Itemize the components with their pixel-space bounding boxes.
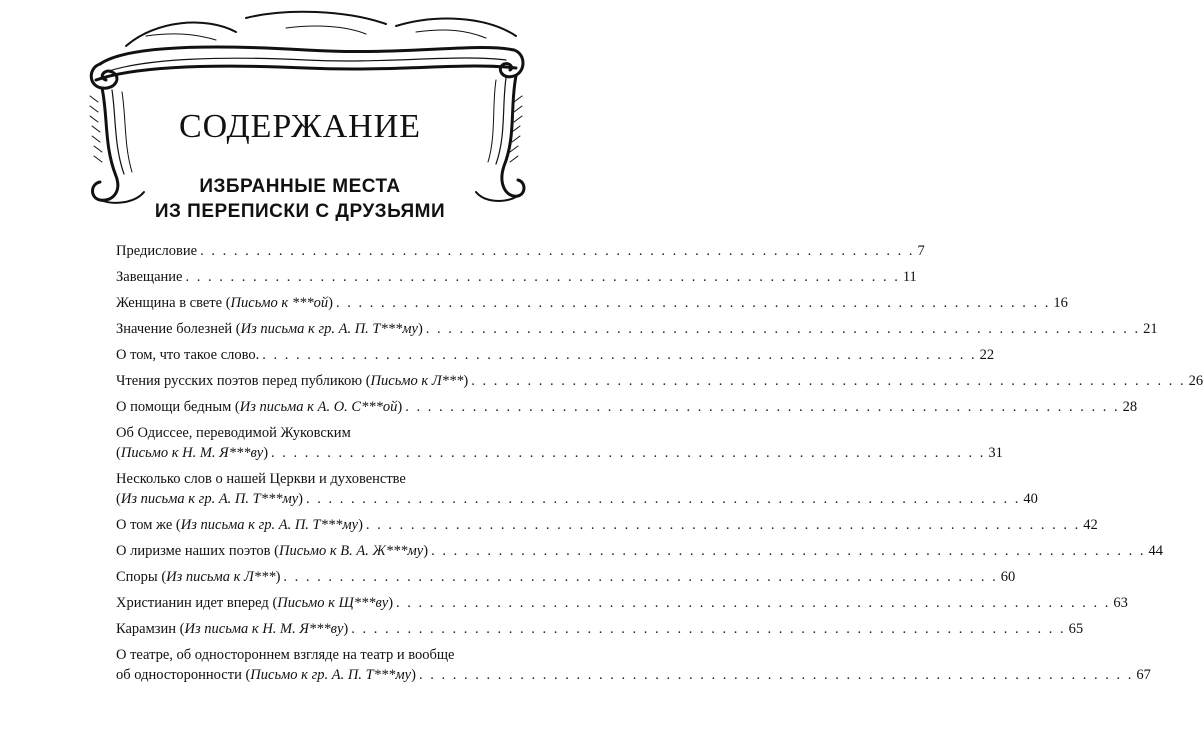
entry-page-number: 44	[1148, 543, 1163, 559]
leader-dots: . . . . . . . . . . . . . . . . . . . . . . . . . . . . . . . . . . . . . . . . . . . . . . . . . . . . . . . . . . . . . . . .	[351, 621, 1066, 637]
entry-page-number: 16	[1053, 295, 1068, 311]
entry-note: Письмо к ***ой	[230, 295, 329, 311]
entry-page-number: 67	[1136, 667, 1151, 683]
leader-dots: . . . . . . . . . . . . . . . . . . . . . . . . . . . . . . . . . . . . . . . . . . . . . . . . . . . . . . . . . . . . . . . .	[471, 373, 1186, 389]
toc-entry[interactable]	[116, 267, 917, 287]
toc-entry[interactable]: О лиризме наших поэтов (Письмо к В. А. Ж***му) . . . . . . . . . . . . . . . . . . . . . . . . . . . . . . . . . . . . . . . . . . . . . . . . . . . . . . . . . . . . . . . . 44	[116, 543, 1163, 559]
entry-title: Об Одиссее, переводимой Жуковским	[116, 425, 351, 441]
toc-entry[interactable]	[116, 345, 995, 365]
entry-title: О том, что такое слово.	[116, 347, 260, 363]
entry-note: Письмо к гр. А. П. Т***му	[250, 667, 412, 683]
entry-page-number: 7	[917, 243, 925, 259]
section-title-line-1: ИЗБРАННЫЕ МЕСТА	[199, 176, 401, 197]
entry-page-number: 22	[979, 347, 995, 363]
entry-title-continued: об односторонности	[116, 667, 242, 683]
entry-title: Женщина в свете	[116, 295, 223, 311]
entry-title: Карамзин	[116, 621, 177, 637]
entry-page-number: 11	[902, 269, 917, 285]
leader-dots: . . . . . . . . . . . . . . . . . . . . . . . . . . . . . . . . . . . . . . . . . . . . . . . . . . . . . . . . . . . . . . . .	[262, 347, 977, 363]
entry-note: Из письма к гр. А. П. Т***му	[180, 517, 359, 533]
entry-page-number: 60	[1000, 569, 1016, 585]
entry-title: Споры	[116, 569, 158, 585]
entry-note: Из письма к гр. А. П. Т***му	[120, 491, 299, 507]
toc-entry[interactable]: О том же (Из письма к гр. А. П. Т***му) . . . . . . . . . . . . . . . . . . . . . . . . . . . . . . . . . . . . . . . . . . . . . . . . . . . . . . . . . . . . . . . . 42	[116, 517, 1098, 533]
entry-note: Письмо к Щ***ву	[277, 595, 389, 611]
leader-dots: . . . . . . . . . . . . . . . . . . . . . . . . . . . . . . . . . . . . . . . . . . . . . . . . . . . . . . . . . . . . . . . .	[418, 667, 1134, 683]
entry-page-number: 28	[1122, 399, 1138, 415]
entry-page-number: 26	[1188, 373, 1203, 389]
entry-page-number: 63	[1113, 595, 1128, 611]
leader-dots: . . . . . . . . . . . . . . . . . . . . . . . . . . . . . . . . . . . . . . . . . . . . . . . . . . . . . . . . . . . . . . . .	[271, 445, 986, 461]
leader-dots: . . . . . . . . . . . . . . . . . . . . . . . . . . . . . . . . . . . . . . . . . . . . . . . . . . . . . . . . . . . . . . . .	[283, 569, 998, 585]
entry-note: Письмо к Н. М. Я***ву	[120, 445, 264, 461]
leader-dots: . . . . . . . . . . . . . . . . . . . . . . . . . . . . . . . . . . . . . . . . . . . . . . . . . . . . . . . . . . . . . . . .	[425, 321, 1141, 337]
leader-dots: . . . . . . . . . . . . . . . . . . . . . . . . . . . . . . . . . . . . . . . . . . . . . . . . . . . . . . . . . . . . . . . .	[200, 243, 915, 259]
entry-title: Значение болезней	[116, 321, 233, 337]
toc-entry[interactable]: Христианин идет вперед (Письмо к Щ***ву) . . . . . . . . . . . . . . . . . . . . . . . . . . . . . . . . . . . . . . . . . . . . . . . . . . . . . . . . . . . . . . . . 63	[116, 595, 1128, 611]
toc-entry[interactable]: Карамзин (Из письма к Н. М. Я***ву) . . . . . . . . . . . . . . . . . . . . . . . . . . . . . . . . . . . . . . . . . . . . . . . . . . . . . . . . . . . . . . . . 65	[116, 621, 1084, 637]
entry-title: Завещание	[116, 269, 183, 285]
leader-dots: . . . . . . . . . . . . . . . . . . . . . . . . . . . . . . . . . . . . . . . . . . . . . . . . . . . . . . . . . . . . . . . .	[431, 543, 1146, 559]
leader-dots: . . . . . . . . . . . . . . . . . . . . . . . . . . . . . . . . . . . . . . . . . . . . . . . . . . . . . . . . . . . . . . . .	[306, 491, 1021, 507]
entry-title: О том же	[116, 517, 173, 533]
toc-entry[interactable]: Значение болезней (Из письма к гр. А. П. Т***му) . . . . . . . . . . . . . . . . . . . . . . . . . . . . . . . . . . . . . . . . . . . . . . . . . . . . . . . . . . . . . . . . 21	[116, 321, 1158, 337]
leader-dots: . . . . . . . . . . . . . . . . . . . . . . . . . . . . . . . . . . . . . . . . . . . . . . . . . . . . . . . . . . . . . . . .	[365, 517, 1081, 533]
section-title-line-2: ИЗ ПЕРЕПИСКИ С ДРУЗЬЯМИ	[154, 201, 446, 222]
entry-page-number: 65	[1068, 621, 1084, 637]
page-title: СОДЕРЖАНИЕ	[178, 108, 422, 145]
entry-title: Предисловие	[116, 243, 198, 259]
toc-entry[interactable]: Споры (Из письма к Л***) . . . . . . . . . . . . . . . . . . . . . . . . . . . . . . . . . . . . . . . . . . . . . . . . . . . . . . . . . . . . . . . . 60	[116, 569, 1016, 585]
entry-note: Из письма к Л***	[166, 569, 276, 585]
toc-entry[interactable]: Несколько слов о нашей Церкви и духовенстве (Из письма к гр. А. П. Т***му) . . . . . . . . . . . . . . . . . . . . . . . . . . . . . . . . . . . . . . . . . . . . . . . . . . . . . . . . . . . . . . . . 40	[116, 471, 1038, 507]
entry-note: Из письма к А. О. С***ой	[239, 399, 398, 415]
entry-note: Из письма к Н. М. Я***ву	[184, 621, 344, 637]
entry-note: Письмо к Л***	[370, 373, 464, 389]
table-of-contents	[116, 241, 1203, 685]
leader-dots: . . . . . . . . . . . . . . . . . . . . . . . . . . . . . . . . . . . . . . . . . . . . . . . . . . . . . . . . . . . . . . . .	[185, 269, 900, 285]
toc-entry[interactable]: О театре, об одностороннем взгляде на театр и вообще об односторонности (Письмо к гр. А. П. Т***му) . . . . . . . . . . . . . . . . . . . . . . . . . . . . . . . . . . . . . . . . . . . . . . . . . . . . . . . . . . . . . . . . 67	[116, 647, 1151, 683]
leader-dots: . . . . . . . . . . . . . . . . . . . . . . . . . . . . . . . . . . . . . . . . . . . . . . . . . . . . . . . . . . . . . . . .	[396, 595, 1111, 611]
toc-entry[interactable]: О помощи бедным (Из письма к А. О. С***ой) . . . . . . . . . . . . . . . . . . . . . . . . . . . . . . . . . . . . . . . . . . . . . . . . . . . . . . . . . . . . . . . . 28	[116, 399, 1138, 415]
entry-title: Христианин идет вперед	[116, 595, 269, 611]
entry-title: О лиризме наших поэтов	[116, 543, 271, 559]
entry-title: О театре, об одностороннем взгляде на театр и вообще	[116, 647, 455, 663]
entry-page-number: 40	[1023, 491, 1038, 507]
leader-dots: . . . . . . . . . . . . . . . . . . . . . . . . . . . . . . . . . . . . . . . . . . . . . . . . . . . . . . . . . . . . . . . .	[335, 295, 1051, 311]
entry-title: О помощи бедным	[116, 399, 232, 415]
toc-entry[interactable]	[116, 241, 925, 261]
toc-entry[interactable]: Чтения русских поэтов перед публикою (Письмо к Л***) . . . . . . . . . . . . . . . . . . . . . . . . . . . . . . . . . . . . . . . . . . . . . . . . . . . . . . . . . . . . . . . . 26	[116, 373, 1203, 389]
entry-page-number: 42	[1083, 517, 1098, 533]
entry-page-number: 31	[988, 445, 1003, 461]
entry-note: Из письма к гр. А. П. Т***му	[240, 321, 418, 337]
toc-entry[interactable]: Женщина в свете (Письмо к ***ой) . . . . . . . . . . . . . . . . . . . . . . . . . . . . . . . . . . . . . . . . . . . . . . . . . . . . . . . . . . . . . . . . 16	[116, 295, 1068, 311]
entry-page-number: 21	[1143, 321, 1158, 337]
toc-entry[interactable]: Об Одиссее, переводимой Жуковским (Письмо к Н. М. Я***ву) . . . . . . . . . . . . . . . . . . . . . . . . . . . . . . . . . . . . . . . . . . . . . . . . . . . . . . . . . . . . . . . . 31	[116, 425, 1003, 461]
entry-title: Чтения русских поэтов перед публикою	[116, 373, 363, 389]
entry-title: Несколько слов о нашей Церкви и духовенстве	[116, 471, 406, 487]
entry-note: Письмо к В. А. Ж***му	[278, 543, 424, 559]
leader-dots: . . . . . . . . . . . . . . . . . . . . . . . . . . . . . . . . . . . . . . . . . . . . . . . . . . . . . . . . . . . . . . . .	[405, 399, 1120, 415]
